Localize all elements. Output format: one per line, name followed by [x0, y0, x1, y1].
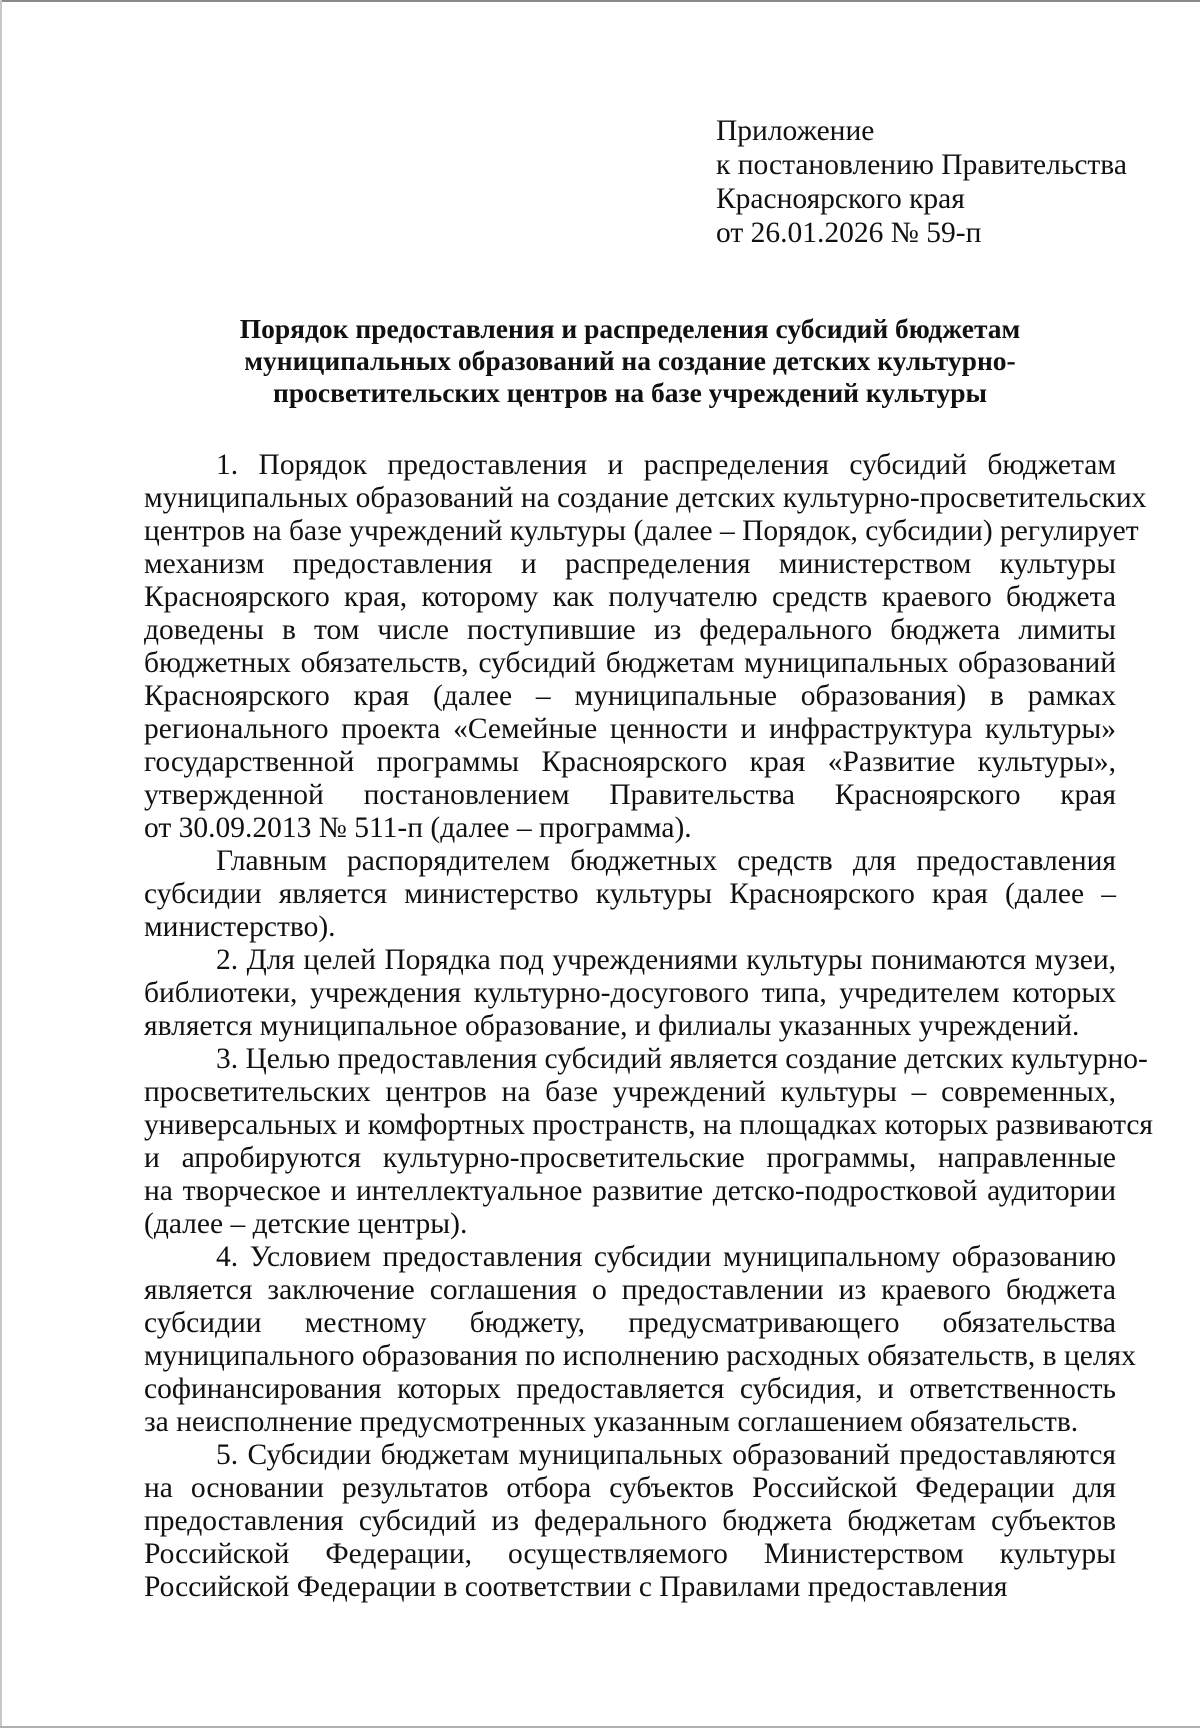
paragraph-line: просветительских центров на базе учреждений культуры – современных, [144, 1076, 1116, 1108]
title-line: Порядок предоставления и распределения субсидий бюджетам [239, 313, 1021, 344]
document-body [144, 449, 1153, 1604]
appendix-line: к постановлению Правительства [716, 149, 1127, 181]
paragraph-line: является муниципальное образование, и филиалы указанных учреждений. [144, 1010, 1080, 1042]
paragraph-line: Красноярского края, которому как получателю средств краевого бюджета [144, 581, 1116, 613]
appendix-line: Приложение [716, 115, 875, 147]
paragraph-line: (далее – детские центры). [144, 1208, 468, 1240]
paragraph-line: министерство). [144, 911, 336, 943]
appendix-line: Красноярского края [716, 183, 965, 215]
paragraph-line: бюджетных обязательств, субсидий бюджетам муниципальных образований [144, 647, 1116, 679]
paragraph-line: 5. Субсидии бюджетам муниципальных образований предоставляются [216, 1439, 1116, 1471]
paragraph-line: 3. Целью предоставления субсидий является создание детских культурно- [216, 1043, 1148, 1075]
paragraph-line: муниципального образования по исполнению расходных обязательств, в целях [144, 1340, 1136, 1372]
document-title [140, 313, 1120, 409]
paragraph [144, 449, 1147, 845]
paragraph-line: на творческое и интеллектуальное развитие детско-подростковой аудитории [144, 1175, 1116, 1207]
paragraph-line: Главным распорядителем бюджетных средств для предоставления [216, 845, 1116, 877]
appendix-line: от 26.01.2026 № 59-п [716, 217, 982, 249]
paragraph-line: муниципальных образований на создание детских культурно-просветительских [144, 482, 1147, 514]
paragraph-line: библиотеки, учреждения культурно-досугового типа, учредителем которых [144, 977, 1116, 1009]
paragraph-line: утвержденной постановлением Правительства Красноярского края [144, 779, 1116, 811]
paragraph [144, 1241, 1136, 1439]
paragraph-line: субсидии является министерство культуры Красноярского края (далее – [144, 878, 1116, 910]
paragraph [144, 1439, 1116, 1604]
paragraph-line: и апробируются культурно-просветительские программы, направленные [144, 1142, 1116, 1174]
title-line: муниципальных образований на создание детских культурно- [244, 345, 1016, 376]
paragraph-line: 1. Порядок предоставления и распределения субсидий бюджетам [216, 449, 1116, 481]
paragraph-line: центров на базе учреждений культуры (далее – Порядок, субсидии) регулирует [144, 515, 1139, 547]
paragraph-line: предоставления субсидий из федерального бюджета бюджетам субъектов [144, 1505, 1116, 1537]
paragraph-line: доведены в том числе поступившие из федерального бюджета лимиты [144, 614, 1116, 646]
page-left-edge [0, 0, 2, 1728]
paragraph [144, 1043, 1153, 1241]
page-top-edge [0, 0, 1200, 2]
paragraph-line: государственной программы Красноярского края «Развитие культуры», [144, 746, 1116, 778]
paragraph-line: от 30.09.2013 № 511-п (далее – программа). [144, 812, 692, 844]
title-line: просветительских центров на базе учреждений культуры [273, 377, 987, 408]
paragraph-line: механизм предоставления и распределения министерством культуры [144, 548, 1116, 580]
paragraph-line: Российской Федерации в соответствии с Правилами предоставления [144, 1571, 1008, 1603]
paragraph-line: является заключение соглашения о предоставлении из краевого бюджета [144, 1274, 1116, 1306]
paragraph-line: софинансирования которых предоставляется субсидия, и ответственность [144, 1373, 1116, 1405]
paragraph-line: регионального проекта «Семейные ценности и инфраструктура культуры» [144, 713, 1116, 745]
paragraph-line: на основании результатов отбора субъектов Российской Федерации для [144, 1472, 1116, 1504]
paragraph [144, 845, 1116, 944]
paragraph-line: за неисполнение предусмотренных указанным соглашением обязательств. [144, 1406, 1079, 1438]
paragraph-line: 2. Для целей Порядка под учреждениями культуры понимаются музеи, [216, 944, 1116, 976]
paragraph-line: субсидии местному бюджету, предусматривающего обязательства [144, 1307, 1116, 1339]
paragraph-line: универсальных и комфортных пространств, на площадках которых развиваются [144, 1109, 1153, 1141]
paragraph-line: Красноярского края (далее – муниципальные образования) в рамках [144, 680, 1116, 712]
paragraph-line: 4. Условием предоставления субсидии муниципальному образованию [216, 1241, 1116, 1273]
paragraph [144, 944, 1116, 1043]
appendix-header [716, 114, 1127, 250]
paragraph-line: Российской Федерации, осуществляемого Министерством культуры [144, 1538, 1116, 1570]
